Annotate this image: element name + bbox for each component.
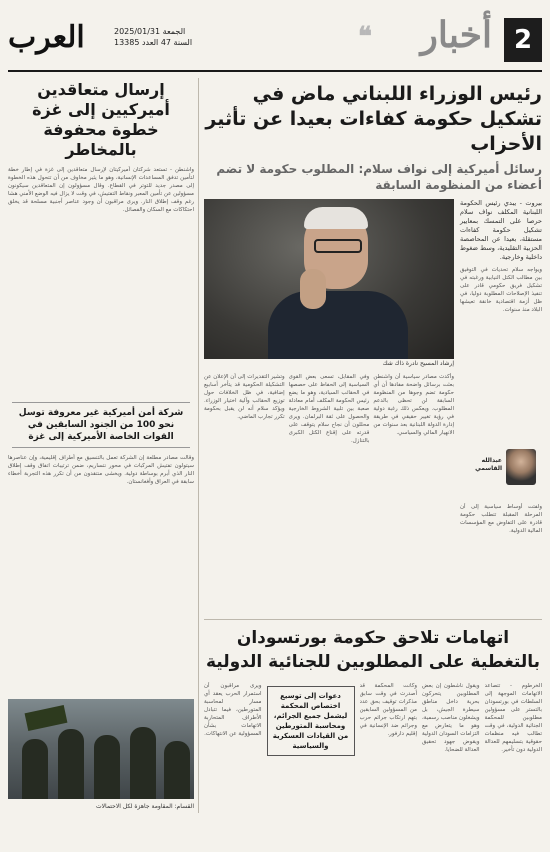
section-title: أخبار	[420, 14, 492, 56]
figure-shape	[58, 729, 84, 799]
column-divider	[198, 78, 199, 813]
politician-photo	[204, 199, 454, 359]
author-avatar	[506, 449, 536, 485]
intro-body: ويواجه سلام تحديات في التوفيق بين مطالب الكتل النيابية ورغبته في تشكيل فريق حكومي قادر على تنفيذ الإصلاحات المطلوبة دوليا، في ظل أزمة اقتصادية خانقة تعيشها البلاد منذ سنوات.	[460, 267, 542, 313]
second-article-body	[204, 682, 542, 852]
left-article-pull-quote: شركة أمن أميركية غير معروفة توسل نحو 100 من الجنود السابقين في القوات الخاصة الأميركية إلى غزة	[12, 402, 190, 448]
main-body-lower: ولفتت أوساط سياسية إلى أن المرحلة المقبلة تتطلب حكومة قادرة على التفاوض مع المؤسسات المالية الدولية.	[460, 504, 542, 534]
left-article-body-1: واشنطن - تستعد شركتان أميركيتان لإرسال متعاقدين إلى غزة في إطار خطة لتأمين تدفق المساعدات الإنسانية، وهو ما يثير مخاوف من أن تتحول هذه الخطوة إلى مصدر جديد للتوتر في القطاع. وقال مسؤولون إن المتعاقدين سيكونون مسؤولين عن تأمين المعبر ونقاط التفتيش، في وقت لا يزال فيه الوضع الأمني هشا رغم وقف إطلاق النار. ويرى مراقبون أن وجود عناصر أجنبية مسلحة قد يخلق احتكاكات مع السكان والفصائل.	[8, 167, 194, 213]
main-article	[204, 78, 542, 813]
left-photo-caption: القسام: المقاومة جاهزة لكل الاحتمالات	[95, 803, 194, 810]
page-number: 2	[504, 18, 542, 62]
main-body-column-3: وتشير التقديرات إلى أن الإعلان عن التشكيلة الحكومية قد يتأخر أسابيع إضافية، في ظل الخلافات حول توزيع الحقائب وآلية اختيار الوزراء. ويؤكد سلام أنه لن يقبل بحكومة تكرر تجارب الماضي.	[203, 374, 285, 420]
second-body-column-3: وكانت المحكمة قد أصدرت في وقت سابق مذكرات توقيف بحق عدد من المسؤولين السابقين بتهم ارتكاب جرائم حرب وجرائم ضد الإنسانية في إقليم دارفور.	[359, 683, 417, 737]
second-article-boxed-quote: دعوات إلى توسيع اختصاص المحكمة ليشمل جميع الجرائم، ومحاسبة المتورطين من القيادات العسكرية والسياسية	[267, 686, 355, 756]
main-body-column-1: وأكدت مصادر سياسية أن واشنطن بعثت برسائل واضحة مفادها أن أي حكومة تضم وجوها من المنظومة السابقة لن تحظى بالدعم المطلوب. ويعكس ذلك رغبة دولية في رؤية تغيير حقيقي في طريقة إدارة الدولة اللبنانية بعد سنوات من الانهيار المالي والسياسي.	[373, 374, 454, 436]
author-name: عبدالله القاسمي	[475, 457, 502, 472]
main-article-subhead: رسائل أميركية إلى نواف سلام: المطلوب حكومة لا تضم أعضاء من المنظومة السابقة	[216, 162, 542, 192]
figure-shape	[164, 741, 190, 799]
main-article-headline: رئيس الوزراء اللبناني ماض في تشكيل حكومة كفاءات بعيدا عن تأثير الأحزاب	[205, 83, 542, 155]
fighters-photo	[8, 699, 194, 799]
main-article-intro	[460, 199, 542, 406]
quote-icon: ❝	[358, 22, 372, 52]
hair-shape	[304, 207, 368, 229]
main-article-body	[204, 199, 542, 609]
figure-shape	[22, 739, 48, 799]
intro-lead: بيروت - يبدي رئيس الحكومة اللبنانية المكلف نواف سلام حرصا على التمسك بمعايير تشكيل حكومة كفاءات مستقلة، بعيدا عن المحاصصة الحزبية التقليدية، وسط ضغوط داخلية وخارجية.	[460, 199, 542, 261]
newspaper-logo: العرب	[8, 20, 85, 55]
figure-shape	[94, 735, 120, 799]
second-article-headline: اتهامات تلاحق حكومة بورتسودان بالتغطية على المطلوبين للجنائية الدولية	[204, 619, 542, 674]
second-body-column-4: ويرى مراقبون أن استمرار الحرب يعقد أي مسار لمحاسبة المتورطين، فيما تتبادل الأطراف المتحاربة الاتهامات بشأن المسؤولية عن الانتهاكات.	[204, 683, 262, 737]
glasses-shape	[314, 239, 362, 253]
hand-shape	[300, 269, 326, 309]
masthead	[8, 14, 542, 72]
main-article-columns	[204, 373, 454, 609]
issue-meta	[114, 26, 192, 48]
main-body-column-2: وفي المقابل، تسعى بعض القوى السياسية إلى الحفاظ على حصصها في الحقائب السيادية، وهو ما يضع رئيس الحكومة المكلف أمام معادلة صعبة بين تلبية الشروط الخارجية والحصول على ثقة البرلمان. ويرى محللون أن نجاح سلام يتوقف على قدرته على إقناع الكتل الكبرى بالتنازل.	[288, 374, 370, 444]
left-article-headline: إرسال متعاقدين أميركيين إلى غزة خطوة محفوفة بالمخاطر	[32, 80, 170, 159]
figure-shape	[130, 727, 156, 799]
main-photo-caption: إرشاد المسيح نادرة ذاك شك	[382, 360, 454, 367]
issue-number: السنة 47 العدد 13385	[114, 38, 193, 47]
left-article	[8, 78, 194, 813]
second-body-column-2: ويقول ناشطون إن بعض المطلوبين يتحركون بحرية داخل مناطق سيطرة الجيش، بل ويشغلون مناصب رسمية، وهو ما يتعارض مع التزامات السودان الدولية ويقوض جهود تحقيق العدالة للضحايا.	[422, 683, 480, 753]
author-box	[460, 449, 542, 499]
issue-date: 2025/01/31 الجمعة	[114, 27, 186, 36]
flag-shape	[25, 705, 68, 731]
suit-shape	[268, 291, 408, 359]
second-body-column-1: الخرطوم - تتصاعد الاتهامات الموجهة إلى السلطات في بورتسودان بالتستر على مسؤولين مطلوبين للمحكمة الجنائية الدولية، في وقت تطالب فيه منظمات حقوقية بتسليمهم للعدالة الدولية دون تأخير.	[484, 683, 542, 753]
left-article-body-2: وقالت مصادر مطلعة إن الشركة تعمل بالتنسيق مع أطراف إقليمية، وإن عناصرها سيتولون تفتيش المركبات في محور نتساريم، ضمن ترتيبات اتفاق وقف إطلاق النار الذي أبرم بوساطة دولية. ويخشى منتقدون من أن تكرر هذه التجربة أخطاء سابقة في العراق وأفغانستان.	[8, 455, 194, 485]
